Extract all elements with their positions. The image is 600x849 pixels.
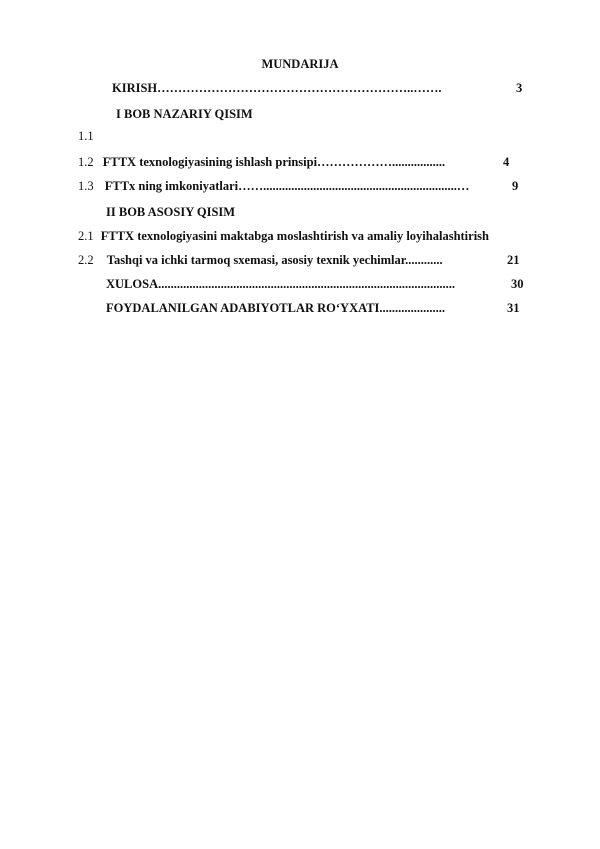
toc-entry-number: 1.1 [78,129,94,143]
toc-page-number: 31 [507,301,520,315]
chapter-heading-2: II BOB ASOSIY QISIM [106,205,236,219]
toc-page-number: 4 [503,155,510,169]
toc-entry-1-3[interactable] [78,178,469,194]
toc-entry-text: KIRISH……………………………………………………..……. [112,81,442,95]
toc-entry-adabiyotlar[interactable] [106,300,445,316]
toc-page-number: 3 [516,81,523,95]
toc-entry-text: XULOSA............................................................................................... [106,277,455,291]
toc-entry-text: FTTX texnologiyasining ishlash prinsipi………………................. [102,155,446,169]
toc-entry-text: Tashqi va ichki tarmoq sxemasi, asosiy texnik yechimlar............ [106,253,443,267]
toc-entry-number: 2.2 [78,253,94,267]
toc-entry-text: FOYDALANILGAN ADABIYOTLAR RO‘YXATI..................... [106,301,446,315]
toc-entry-1-2[interactable] [78,154,445,170]
toc-entry-xulosa[interactable] [106,276,455,292]
toc-entry-text: FTTX texnologiyasini maktabga moslashtirish va amaliy loyihalashtirish [100,229,489,243]
toc-entry-number: 1.2 [78,155,94,169]
toc-entry-text: FTTx ning imkoniyatlari……..............................................................… [104,179,470,193]
toc-title: MUNDARIJA [261,57,339,71]
chapter-heading-1: I BOB NAZARIY QISIM [116,107,253,121]
toc-page-number: 21 [507,253,520,267]
toc-entry-2-1[interactable] [78,228,489,244]
toc-entry-number: 1.3 [78,179,94,193]
toc-entry-1-1[interactable] [78,128,94,144]
toc-entry-number: 2.1 [78,229,94,243]
toc-entry-2-2[interactable] [78,252,443,268]
toc-page-number: 9 [512,179,519,193]
toc-entry-kirish[interactable] [112,80,442,96]
toc-page-number: 30 [511,277,524,291]
